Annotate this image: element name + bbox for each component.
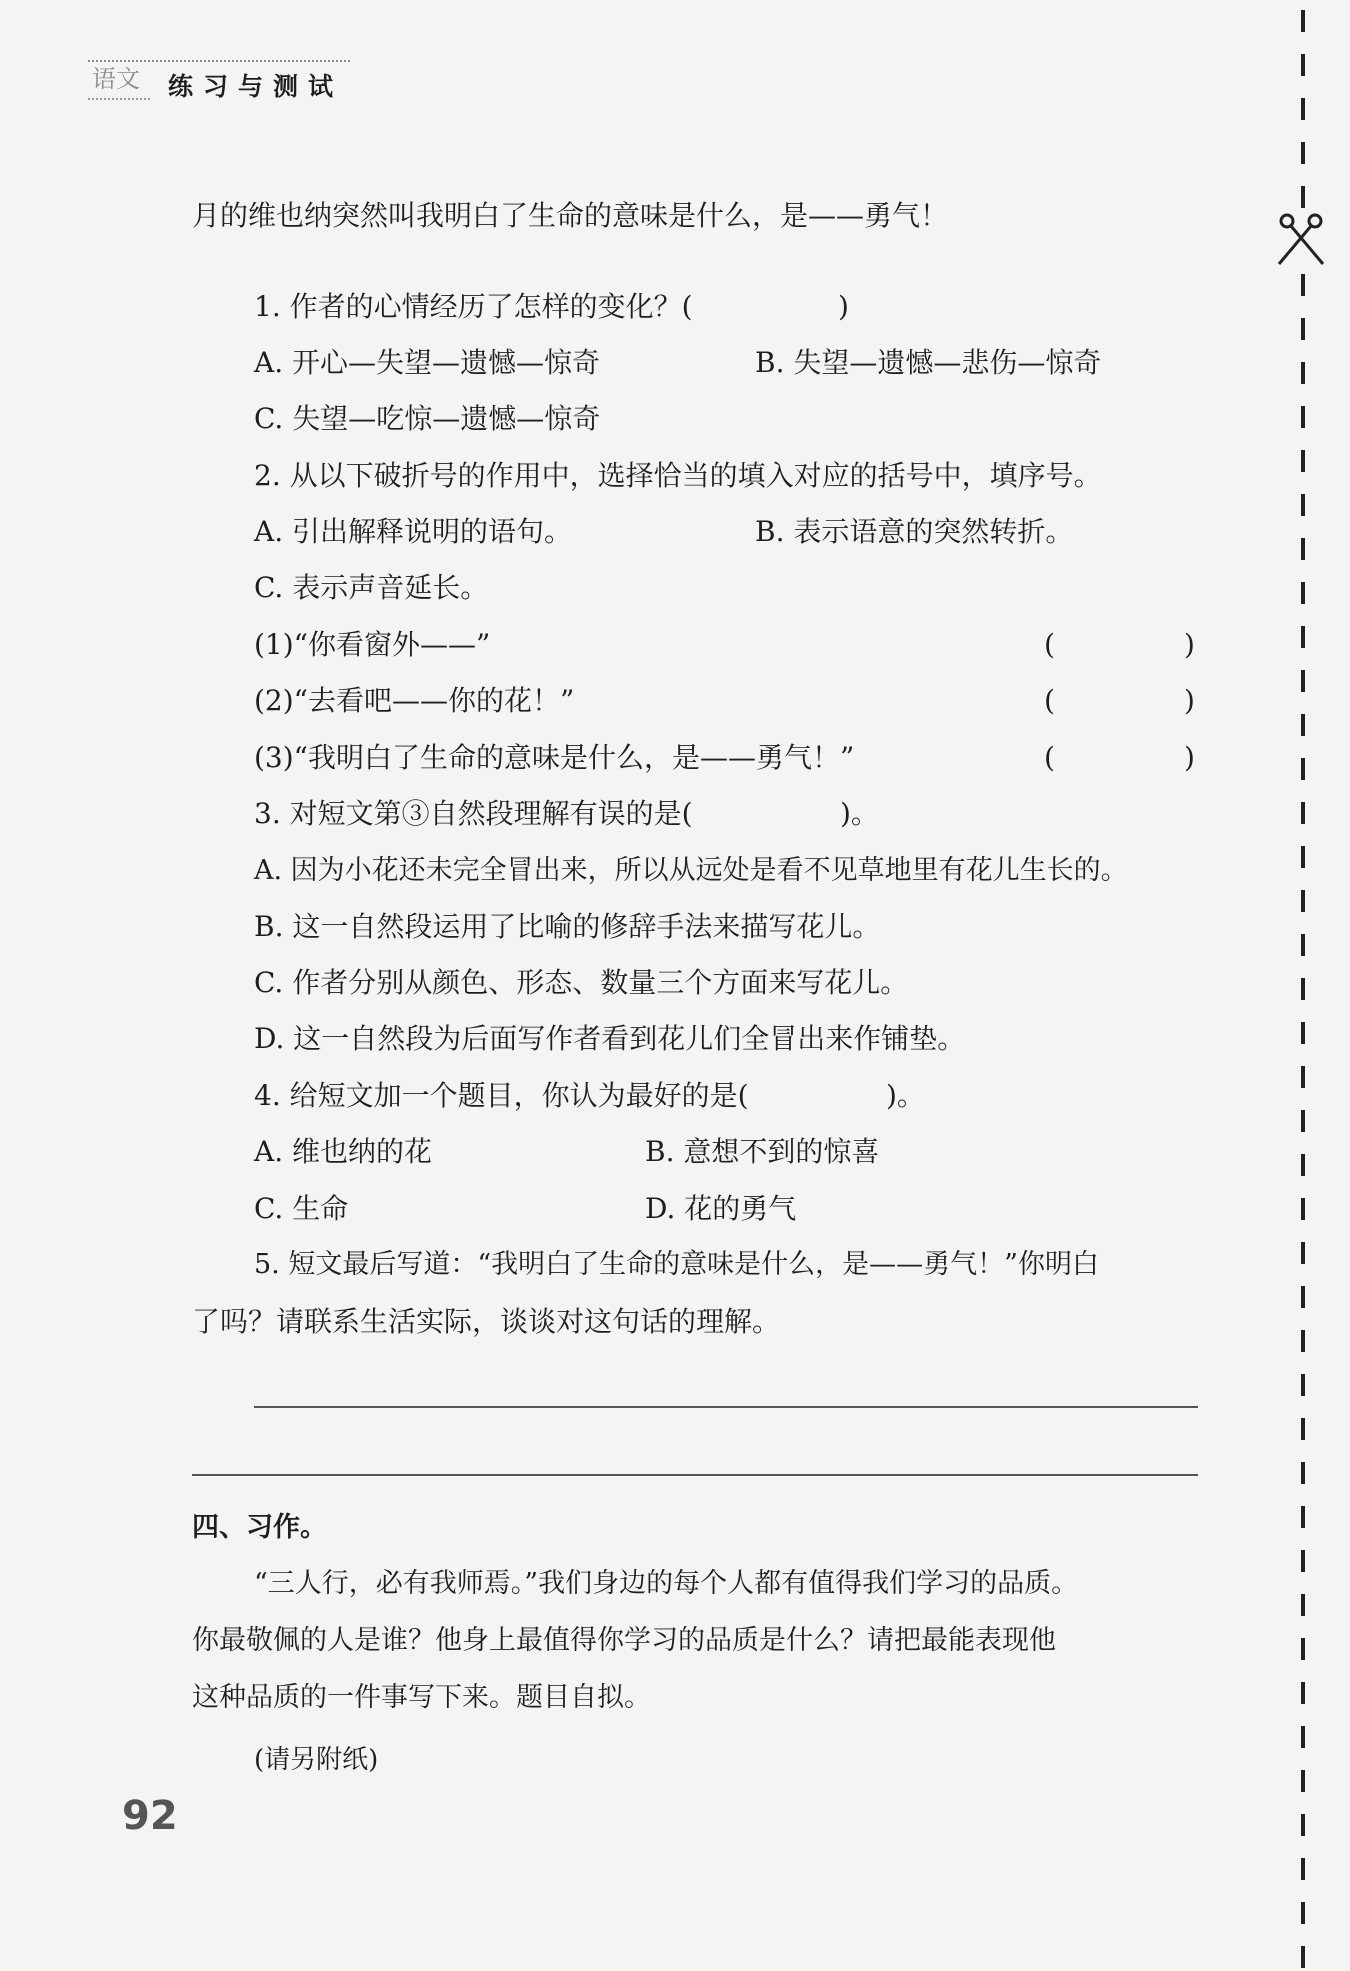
q1-stem: 1. 作者的心情经历了怎样的变化？( [254,290,693,323]
scissors-icon [1275,212,1331,272]
q4-stem: 4. 给短文加一个题目，你认为最好的是( [254,1079,749,1112]
q5-line-1: 5. 短文最后写道：“我明白了生命的意味是什么，是——勇气！”你明白 [254,1249,1099,1280]
section-4-prompt-line-2: 你最敬佩的人是谁？他身上最值得你学习的品质是什么？请把最能表现他 [192,1625,1056,1656]
subject-underline [88,98,150,100]
q5-line-2: 了吗？请联系生活实际，谈谈对这句话的理解。 [192,1305,781,1338]
subject-label: 语文 [92,65,140,93]
q1-option-a: A. 开心—失望—遗憾—惊奇 [254,346,601,379]
q4-option-a: A. 维也纳的花 [254,1135,433,1168]
passage-final-line: 月的维也纳突然叫我明白了生命的意味是什么，是——勇气！ [192,199,949,232]
q3-stem: 3. 对短文第③自然段理解有误的是( [254,797,693,830]
q1-option-b: B. 失望—遗憾—悲伤—惊奇 [755,346,1102,379]
page-number: 92 [122,1793,178,1839]
q4-answer-close: )。 [886,1079,925,1112]
q2-item-2: (2)“去看吧——你的花！” [254,684,575,717]
q2-option-a: A. 引出解释说明的语句。 [254,515,573,548]
book-title: 练习与测试 [168,72,344,101]
q4-option-c: C. 生命 [254,1192,349,1225]
q3-answer-close: )。 [840,797,879,830]
q1-option-c: C. 失望—吃惊—遗憾—惊奇 [254,402,601,435]
q3-option-c: C. 作者分别从颜色、形态、数量三个方面来写花儿。 [254,966,909,999]
q4-option-b: B. 意想不到的惊喜 [645,1135,880,1168]
q2-item-1: (1)“你看窗外——” [254,628,491,661]
q2-item-3-paren-close: ) [1184,741,1195,774]
section-4-prompt-line-1: “三人行，必有我师焉。”我们身边的每个人都有值得我们学习的品质。 [254,1568,1079,1599]
section-4-prompt-line-3: 这种品质的一件事写下来。题目自拟。 [192,1682,651,1713]
q2-stem: 2. 从以下破折号的作用中，选择恰当的填入对应的括号中，填序号。 [254,459,1102,492]
q2-item-1-paren-close: ) [1184,628,1195,661]
answer-line-1[interactable] [254,1406,1198,1408]
q2-option-b: B. 表示语意的突然转折。 [755,515,1074,548]
q2-item-2-paren-open: ( [1044,684,1055,717]
q4-option-d: D. 花的勇气 [645,1192,797,1225]
q2-item-1-paren-open: ( [1044,628,1055,661]
q2-item-3-paren-open: ( [1044,741,1055,774]
q3-option-b: B. 这一自然段运用了比喻的修辞手法来描写花儿。 [254,910,881,943]
section-4-title: 四、习作。 [192,1512,327,1543]
q3-option-a: A. 因为小花还未完全冒出来，所以从远处是看不见草地里有花儿生长的。 [254,855,1128,886]
q2-item-2-paren-close: ) [1184,684,1195,717]
cut-line [1301,10,1305,1970]
q3-option-d: D. 这一自然段为后面写作者看到花儿们全冒出来作铺垫。 [254,1022,966,1055]
header-dotted-rule [88,60,350,62]
q2-option-c: C. 表示声音延长。 [254,571,489,604]
q1-answer-close: ) [838,290,849,323]
q2-item-3: (3)“我明白了生命的意味是什么，是——勇气！” [254,741,855,774]
answer-line-2[interactable] [192,1474,1198,1476]
section-4-note: (请另附纸) [254,1745,379,1775]
